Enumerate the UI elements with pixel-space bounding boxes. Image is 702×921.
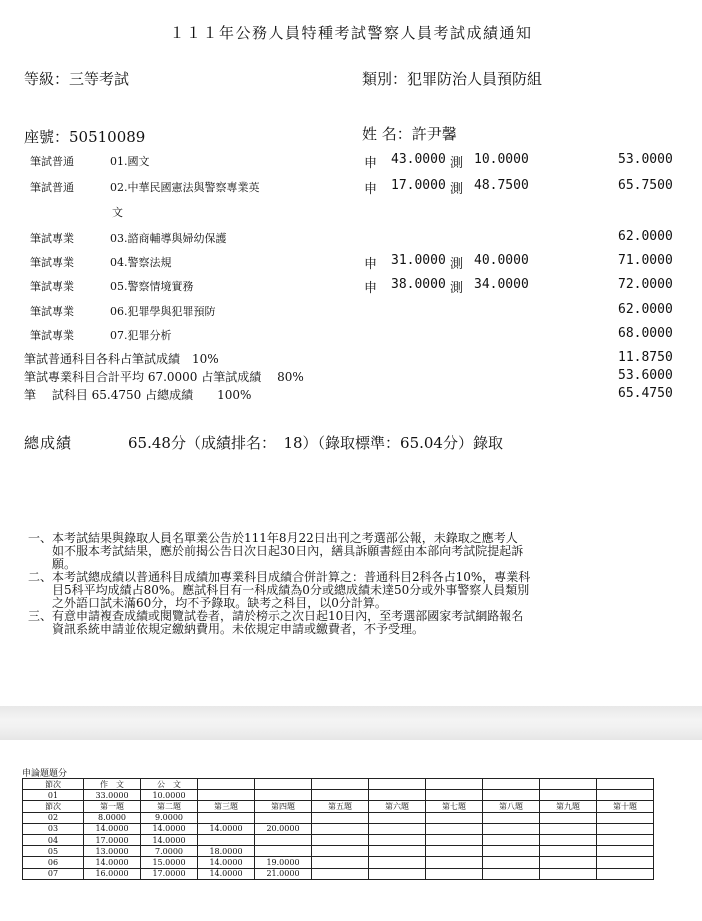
- score-cell: [483, 857, 540, 868]
- score-cell: [369, 868, 426, 879]
- score-cell: 14.0000: [84, 823, 141, 834]
- essay-score-table: [22, 778, 654, 880]
- subject-score: 62.0000: [618, 302, 673, 317]
- score-cell: 14.0000: [198, 857, 255, 868]
- table-row: [23, 812, 654, 823]
- score-cell: [198, 779, 255, 790]
- seat-number: 座號：50510089: [24, 128, 146, 146]
- test-part-mark: 測: [450, 257, 464, 272]
- essay-part-score: 43.0000: [391, 152, 446, 167]
- score-cell: [426, 868, 483, 879]
- page-separator: [0, 706, 702, 740]
- score-cell: [369, 834, 426, 845]
- score-cell: 第十題: [597, 801, 654, 812]
- total-score-result: 65.48分（成績排名： 18）（錄取標準：65.04分）錄取: [128, 434, 503, 452]
- score-cell: 9.0000: [141, 812, 198, 823]
- session-cell: 02: [23, 812, 84, 823]
- score-cell: [483, 779, 540, 790]
- score-cell: 19.0000: [255, 857, 312, 868]
- score-cell: [255, 846, 312, 857]
- score-cell: 第三題: [198, 801, 255, 812]
- score-cell: [198, 834, 255, 845]
- score-cell: [426, 846, 483, 857]
- subject-name: 01.國文: [110, 155, 150, 168]
- score-cell: 第六題: [369, 801, 426, 812]
- page-title: １１１年公務人員特種考試警察人員考試成績通知: [169, 24, 533, 42]
- score-cell: [198, 812, 255, 823]
- essay-part-mark: 申: [364, 257, 378, 272]
- score-cell: [483, 812, 540, 823]
- note-line: 一、本考試結果與錄取人員名單業公告於111年8月22日出刊之考選部公報，未錄取之應考人: [28, 531, 518, 545]
- summary-written-value: 65.4750: [618, 386, 673, 401]
- score-cell: [540, 868, 597, 879]
- score-cell: [255, 834, 312, 845]
- summary-written-text: 筆 試科目 65.4750 占總成績 100%: [24, 388, 252, 402]
- score-cell: [540, 779, 597, 790]
- test-part-score: 48.7500: [474, 178, 529, 193]
- note-line: 願。: [28, 557, 77, 571]
- score-cell: 20.0000: [255, 823, 312, 834]
- session-cell: 04: [23, 834, 84, 845]
- score-cell: [312, 790, 369, 801]
- note-line: 之外語口試未滿60分，均不予錄取。缺考之科目，以0分計算。: [28, 596, 387, 610]
- notes-block: [28, 532, 530, 636]
- score-cell: [483, 823, 540, 834]
- score-cell: [312, 846, 369, 857]
- session-cell: 節次: [23, 779, 84, 790]
- score-cell: [426, 823, 483, 834]
- score-cell: [312, 868, 369, 879]
- score-cell: [198, 790, 255, 801]
- essay-part-mark: 申: [364, 156, 378, 171]
- score-cell: [255, 779, 312, 790]
- score-cell: [597, 857, 654, 868]
- score-cell: 7.0000: [141, 846, 198, 857]
- subject-type: 筆試普通: [30, 155, 74, 168]
- table-row: [23, 868, 654, 879]
- essay-part-mark: 申: [364, 182, 378, 197]
- category-label: 類別：犯罪防治人員預防組: [362, 70, 543, 88]
- session-cell: 07: [23, 868, 84, 879]
- subject-score: 62.0000: [618, 229, 673, 244]
- table-row: [23, 779, 654, 790]
- score-cell: [597, 868, 654, 879]
- score-cell: [540, 834, 597, 845]
- score-cell: 10.0000: [141, 790, 198, 801]
- score-cell: [540, 857, 597, 868]
- table-row: [23, 834, 654, 845]
- score-cell: [597, 790, 654, 801]
- score-cell: [597, 834, 654, 845]
- summary-general-text: 筆試普通科目各科占筆試成績 10%: [24, 352, 219, 366]
- score-cell: 第八題: [483, 801, 540, 812]
- essay-score-page: [0, 740, 702, 921]
- score-cell: [426, 779, 483, 790]
- score-cell: [540, 823, 597, 834]
- essay-table-title: 申論題題分: [22, 769, 68, 779]
- score-cell: 14.0000: [84, 857, 141, 868]
- score-cell: 14.0000: [198, 868, 255, 879]
- subject-name: 02.中華民國憲法與警察專業英: [110, 181, 260, 194]
- summary-general-value: 11.8750: [618, 350, 673, 365]
- essay-part-score: 38.0000: [391, 277, 446, 292]
- score-cell: [597, 823, 654, 834]
- score-cell: 14.0000: [141, 823, 198, 834]
- table-row: [23, 857, 654, 868]
- score-cell: [540, 846, 597, 857]
- score-cell: [597, 846, 654, 857]
- test-part-score: 34.0000: [474, 277, 529, 292]
- score-cell: 第七題: [426, 801, 483, 812]
- test-part-score: 40.0000: [474, 253, 529, 268]
- score-cell: 8.0000: [84, 812, 141, 823]
- score-cell: 14.0000: [141, 834, 198, 845]
- subject-name: 05.警察情境實務: [110, 280, 194, 293]
- score-cell: [255, 812, 312, 823]
- subject-score: 65.7500: [618, 178, 673, 193]
- subject-name-continued: 文: [112, 206, 123, 219]
- summary-professional-text: 筆試專業科目合計平均 67.0000 占筆試成績 80%: [24, 370, 304, 384]
- score-cell: 33.0000: [84, 790, 141, 801]
- score-cell: [426, 812, 483, 823]
- score-cell: [426, 790, 483, 801]
- subject-type: 筆試專業: [30, 232, 74, 245]
- subject-type: 筆試專業: [30, 329, 74, 342]
- subject-score: 53.0000: [618, 152, 673, 167]
- score-cell: 第九題: [540, 801, 597, 812]
- score-cell: [369, 846, 426, 857]
- score-cell: [426, 857, 483, 868]
- subject-name: 06.犯罪學與犯罪預防: [110, 305, 216, 318]
- test-part-score: 10.0000: [474, 152, 529, 167]
- score-cell: [369, 779, 426, 790]
- subject-type: 筆試普通: [30, 181, 74, 194]
- score-cell: 作 文: [84, 779, 141, 790]
- test-part-mark: 測: [450, 156, 464, 171]
- score-cell: 第五題: [312, 801, 369, 812]
- score-cell: [369, 790, 426, 801]
- essay-part-score: 31.0000: [391, 253, 446, 268]
- subject-score: 72.0000: [618, 277, 673, 292]
- score-cell: [597, 779, 654, 790]
- subject-name: 04.警察法規: [110, 256, 172, 269]
- score-cell: [312, 857, 369, 868]
- score-cell: 第二題: [141, 801, 198, 812]
- essay-part-score: 17.0000: [391, 178, 446, 193]
- test-part-mark: 測: [450, 182, 464, 197]
- table-row: [23, 790, 654, 801]
- total-score-label: 總成績: [24, 434, 73, 452]
- subject-score: 71.0000: [618, 253, 673, 268]
- subject-score: 68.0000: [618, 326, 673, 341]
- score-cell: 14.0000: [198, 823, 255, 834]
- table-row: [23, 801, 654, 812]
- session-cell: 05: [23, 846, 84, 857]
- score-cell: [369, 823, 426, 834]
- candidate-name: 姓 名：許尹馨: [362, 125, 457, 143]
- score-cell: 13.0000: [84, 846, 141, 857]
- table-row: [23, 823, 654, 834]
- score-cell: [312, 823, 369, 834]
- score-cell: [483, 790, 540, 801]
- score-cell: [483, 846, 540, 857]
- score-cell: 第一題: [84, 801, 141, 812]
- subject-type: 筆試專業: [30, 280, 74, 293]
- score-cell: [540, 812, 597, 823]
- score-cell: 17.0000: [141, 868, 198, 879]
- subject-name: 03.諮商輔導與婦幼保護: [110, 232, 227, 245]
- grade-label: 等級：三等考試: [24, 70, 130, 88]
- subject-type: 筆試專業: [30, 256, 74, 269]
- note-line: 資訊系統申請並依規定繳納費用。未依規定申請或繳費者，不予受理。: [28, 622, 425, 636]
- score-cell: [540, 790, 597, 801]
- score-cell: 第四題: [255, 801, 312, 812]
- summary-professional-value: 53.6000: [618, 368, 673, 383]
- score-cell: 公 文: [141, 779, 198, 790]
- score-cell: [483, 834, 540, 845]
- score-cell: [597, 812, 654, 823]
- score-cell: 16.0000: [84, 868, 141, 879]
- score-cell: [312, 779, 369, 790]
- score-cell: [312, 812, 369, 823]
- note-line: 二、本考試總成績以普通科目成績加專業科目成績合併計算之：普通科目2科各占10%，專業科: [28, 570, 531, 584]
- score-cell: 15.0000: [141, 857, 198, 868]
- note-line: 三、有意申請複查成績或閱覽試卷者，請於榜示之次日起10日內，至考選部國家考試網路報名: [28, 609, 524, 623]
- score-cell: [483, 868, 540, 879]
- test-part-mark: 測: [450, 281, 464, 296]
- score-cell: [426, 834, 483, 845]
- note-line: 如不服本考試結果，應於前揭公告日次日起30日內，繕具訴願書經由本部向考試院提起訴: [28, 544, 524, 558]
- session-cell: 03: [23, 823, 84, 834]
- session-cell: 06: [23, 857, 84, 868]
- subject-name: 07.犯罪分析: [110, 329, 172, 342]
- session-cell: 01: [23, 790, 84, 801]
- score-cell: [255, 790, 312, 801]
- score-cell: [369, 812, 426, 823]
- table-row: [23, 846, 654, 857]
- score-cell: 18.0000: [198, 846, 255, 857]
- note-line: 目5科平均成績占80%。應試科目有一科成績為0分或總成績未達50分或外事警察人員類別: [28, 583, 530, 597]
- score-cell: 17.0000: [84, 834, 141, 845]
- score-cell: 21.0000: [255, 868, 312, 879]
- score-cell: [369, 857, 426, 868]
- session-cell: 節次: [23, 801, 84, 812]
- subject-type: 筆試專業: [30, 305, 74, 318]
- score-cell: [312, 834, 369, 845]
- essay-part-mark: 申: [364, 281, 378, 296]
